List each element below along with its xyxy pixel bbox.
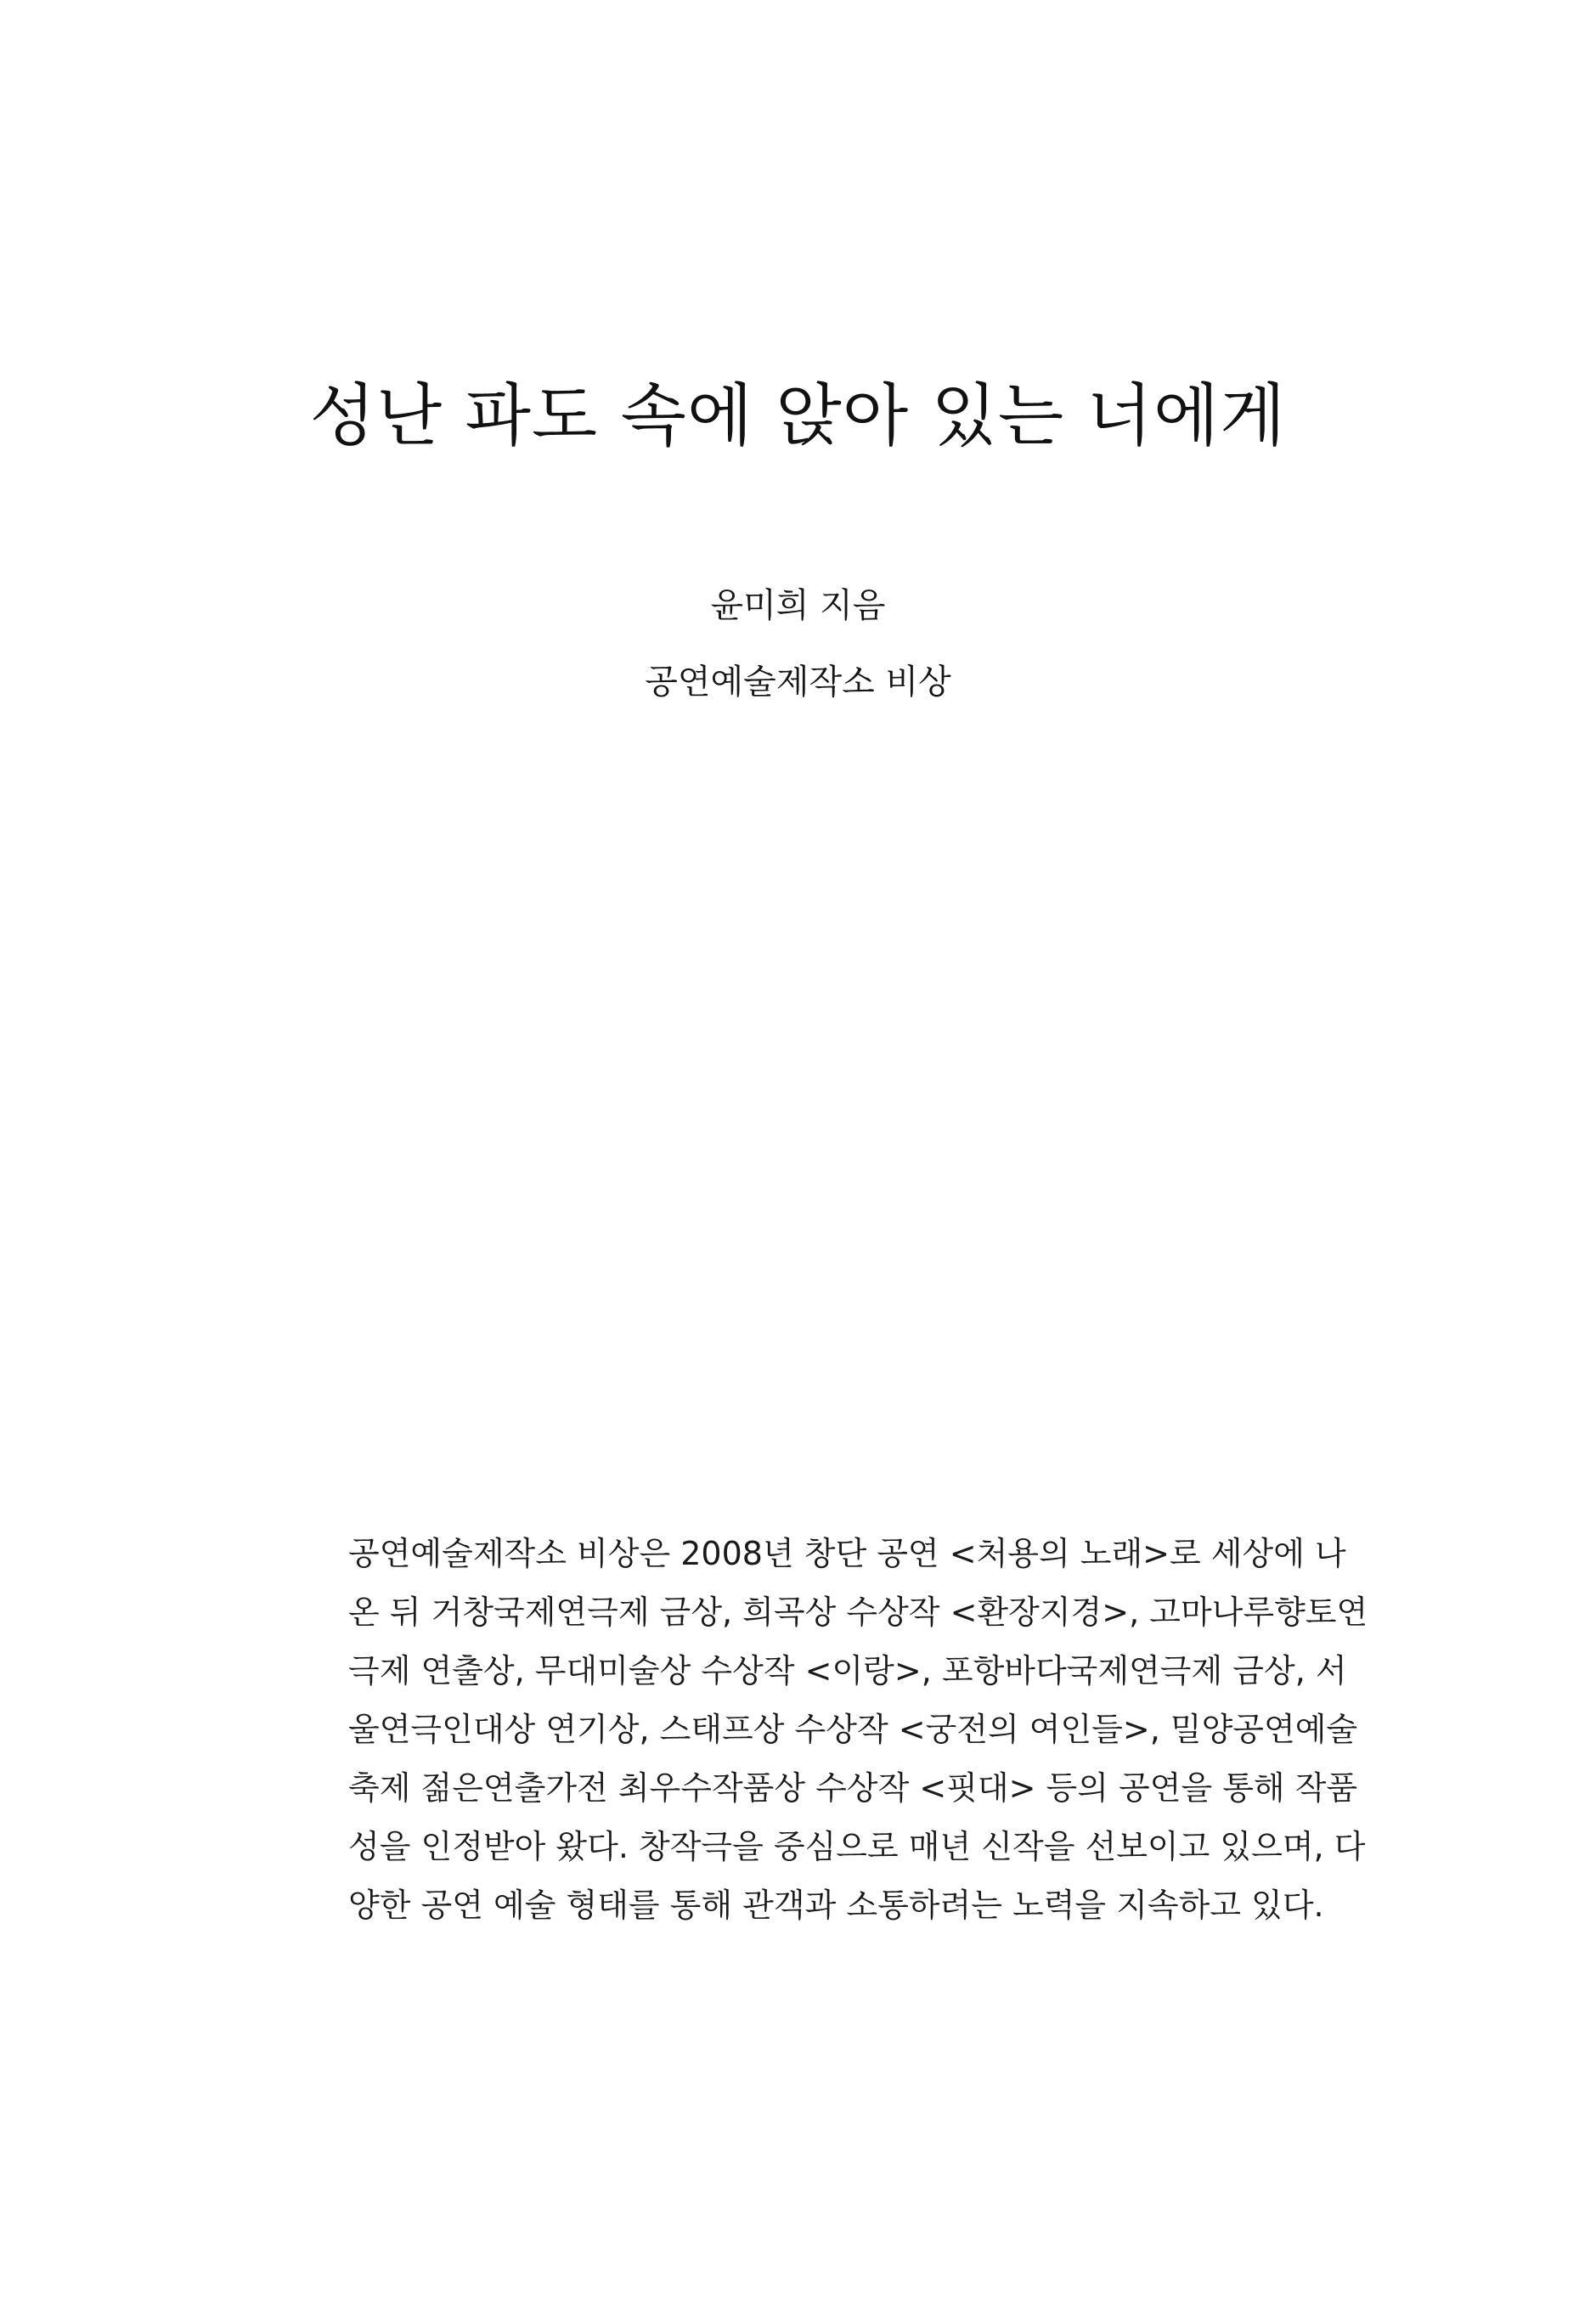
publisher-bio [348,1525,1368,1935]
bio-line-5: 축제 젊은연출가전 최우수작품상 수상작 <핏대> 등의 공연을 통해 작품 [348,1769,1358,1807]
bio-line-1: 공연예술제작소 비상은 2008년 창단 공연 <처용의 노래>로 세상에 나 [348,1535,1346,1572]
author-line: 윤미희 지음 [710,586,886,625]
book-title: 성난 파도 속에 앉아 있는 너에게 [309,376,1287,455]
publisher-line: 공연예술제작소 비상 [645,663,951,702]
bio-line-6: 성을 인정받아 왔다. 창작극을 중심으로 매년 신작을 선보이고 있으며, 다 [348,1828,1366,1865]
bio-line-3: 극제 연출상, 무대미술상 수상작 <이랑>, 포항바다국제연극제 금상, 서 [348,1652,1347,1689]
bio-line-4: 울연극인대상 연기상, 스태프상 수상작 <궁전의 여인들>, 밀양공연예술 [348,1711,1358,1748]
bio-line-7: 양한 공연 예술 형태를 통해 관객과 소통하려는 노력을 지속하고 있다. [348,1887,1324,1924]
bio-line-2: 온 뒤 거창국제연극제 금상, 희곡상 수상작 <환장지경>, 고마나루향토연 [348,1593,1368,1631]
